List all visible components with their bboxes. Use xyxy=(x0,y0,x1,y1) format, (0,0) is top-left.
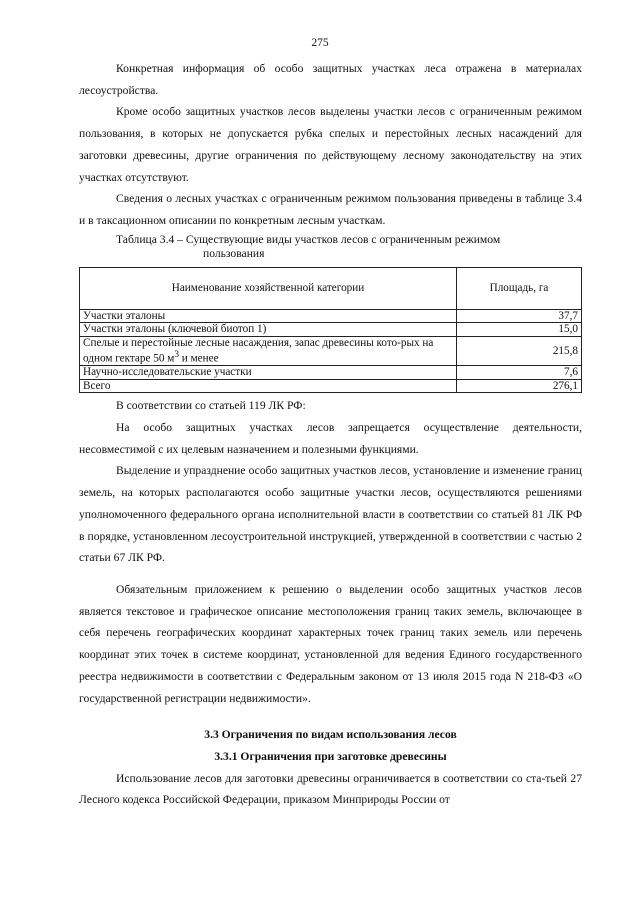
table-row xyxy=(80,323,582,337)
paragraph: Использование лесов для заготовки древесины ограничивается в соответствии со ста-тьей 27 Лесного кодекса Российской Федерации, приказом Минприроды России от xyxy=(79,771,582,807)
cell-name-text: Спелые и перестойные лесные насаждения, запас древесины кото-рых на одном гектаре 50 м xyxy=(83,336,434,365)
paragraph: Обязательным приложением к решению о выделении особо защитных участков лесов является текстовое и графическое описание местоположения границ таких земель, включающее в себя перечень географических координат характерных точек границ таких земель или перечень координат этих точек в системе координат, установленной для ведения Единого государственного реестра недвижимости в соответствии с Федеральным законом от 13 июля 2015 года N 218-ФЗ «О государственной регистрации недвижимости». xyxy=(79,582,582,705)
cell-name-text-end: и менее xyxy=(179,352,219,365)
paragraph: Кроме особо защитных участков лесов выделены участки лесов с ограниченным режимом пользования, в которых не допускается рубка спелых и перестойных лесных насаждений для заготовки древесины, другие ограничения по действующему лесному законодательству на этих участках отсутствуют. xyxy=(79,105,582,184)
cell-name: Участки эталоны (ключевой биотоп 1) xyxy=(80,323,457,337)
categories-table xyxy=(79,267,582,394)
cell-name xyxy=(80,336,457,366)
table-caption xyxy=(116,233,582,261)
section-heading: 3.3 Ограничения по видам использования лесов xyxy=(204,728,457,742)
cell-name: Всего xyxy=(80,379,457,393)
body-text xyxy=(79,58,582,811)
table-header-row xyxy=(80,267,582,309)
cell-area: 276,1 xyxy=(457,379,582,393)
cell-name: Участки эталоны xyxy=(80,309,457,323)
cell-area: 15,0 xyxy=(457,323,582,337)
superscript-exponent: 3 xyxy=(174,350,179,361)
table-caption-line1: Таблица 3.4 – Существующие виды участков лесов с ограниченным режимом xyxy=(116,232,501,246)
paragraph: В соответствии со статьей 119 ЛК РФ: xyxy=(116,399,306,413)
cell-area: 7,6 xyxy=(457,366,582,380)
paragraph: Сведения о лесных участках с ограниченным режимом пользования приведены в таблице 3.4 и в таксационном описании по конкретным лесным участкам. xyxy=(79,192,582,227)
table-row xyxy=(80,336,582,366)
cell-area: 37,7 xyxy=(457,309,582,323)
column-header-area: Площадь, га xyxy=(457,267,582,309)
table-row-total xyxy=(80,379,582,393)
table-caption-line2: пользования xyxy=(203,246,265,260)
cell-name: Научно-исследовательские участки xyxy=(80,366,457,380)
paragraph: Конкретная информация об особо защитных участках леса отражена в материалах лесоустройства. xyxy=(79,62,582,97)
paragraph: Выделение и упразднение особо защитных участков лесов, установление и изменение границ земель, на которых располагаются особо защитные участки лесов, осуществляются решениями уполномоченного федерального органа исполнительной власти в соответствии со статьей 81 ЛК РФ в порядке, установленном лесоустроительной инструкцией, утвержденной в соответствии с частью 2 статьи 67 ЛК РФ. xyxy=(79,464,582,565)
table-row xyxy=(80,309,582,323)
paragraph: На особо защитных участках лесов запрещается осуществление деятельности, несовместимой с их целевым назначением и полезными функциями. xyxy=(79,421,582,456)
column-header-name: Наименование хозяйственной категории xyxy=(80,267,457,309)
subsection-heading: 3.3.1 Ограничения при заготовке древесины xyxy=(214,749,447,763)
cell-area: 215,8 xyxy=(457,336,582,366)
page-number: 275 xyxy=(311,37,329,49)
table-row xyxy=(80,366,582,380)
